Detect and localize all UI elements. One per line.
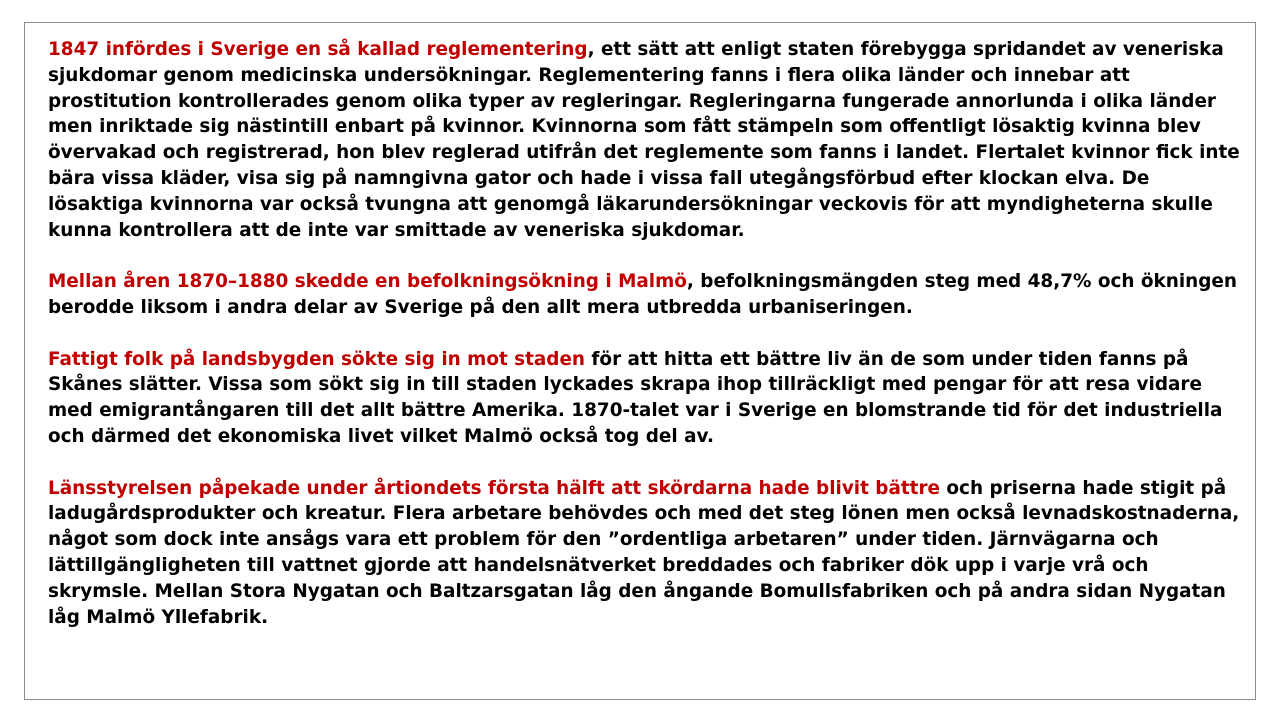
paragraph-befolkning — [48, 269, 1248, 321]
paragraph-highlight: Mellan åren 1870–1880 skedde en befolkningsökning i Malmö — [48, 271, 687, 293]
paragraph-lansstyrelsen — [48, 476, 1248, 631]
paragraph-highlight: 1847 infördes i Sverige en så kallad reglementering — [48, 39, 588, 60]
paragraph-body: och priserna hade stigit på ladugårdsprodukter och kreatur. Flera arbetare behövdes och med det steg lönen men också levnadskostnaderna, något som dock inte ansågs vara ett problem för den ”ordentliga arbetaren” under tiden. Järnvägarna och lättillgängligheten till vattnet gjorde att handelsnätverket breddades och fabriker dök upp i varje vrå och skrymsle. Mellan Stora Nygatan och Baltzarsgatan låg den ångande Bomullsfabriken och på andra sidan Nygatan låg Malmö Yllefabrik. — [48, 477, 1240, 628]
paragraph-reglementering — [48, 37, 1248, 243]
paragraph-body: , ett sätt att enligt staten förebygga spridandet av veneriska sjukdomar genom medicinska undersökningar. Reglementering fanns i flera olika länder och innebar att prostitution kontrollerades genom olika typer av regleringar. Regleringarna fungerade annorlunda i olika länder men inriktade sig nästintill enbart på kvinnor. Kvinnorna som fått stämpeln som offentligt lösaktig kvinna blev övervakad och registrerad, hon blev reglerad utifrån det reglemente som fanns i landet. Flertalet kvinnor fick inte bära vissa kläder, visa sig på namngivna gator och hade i vissa fall utegångsförbud efter klockan elva. De lösaktiga kvinnorna var också tvungna att genomgå läkarundersökningar veckovis för att myndigheterna skulle kunna kontrollera att de inte var smittade av veneriska sjukdomar. — [48, 39, 1240, 241]
text-content — [48, 37, 1248, 630]
paragraph-fattigt-folk — [48, 347, 1248, 450]
paragraph-highlight: Fattigt folk på landsbygden sökte sig in mot staden — [48, 348, 586, 370]
paragraph-highlight: Länsstyrelsen påpekade under årtiondets första hälft att skördarna hade blivit bättre — [48, 477, 941, 499]
paragraph-body: , befolkningsmängden steg med 48,7% och ökningen berodde liksom i andra delar av Sverige på den allt mera utbredda urbaniseringen. — [48, 271, 1237, 318]
paragraph-body: för att hitta ett bättre liv än de som under tiden fanns på Skånes slätter. Vissa som sökt sig in till staden lyckades skrapa ihop tillräckligt med pengar för att resa vidare med emigrantångaren till det allt bättre Amerika. 1870-talet var i Sverige en blomstrande tid för det industriella och därmed det ekonomiska livet vilket Malmö också tog del av. — [48, 348, 1223, 447]
